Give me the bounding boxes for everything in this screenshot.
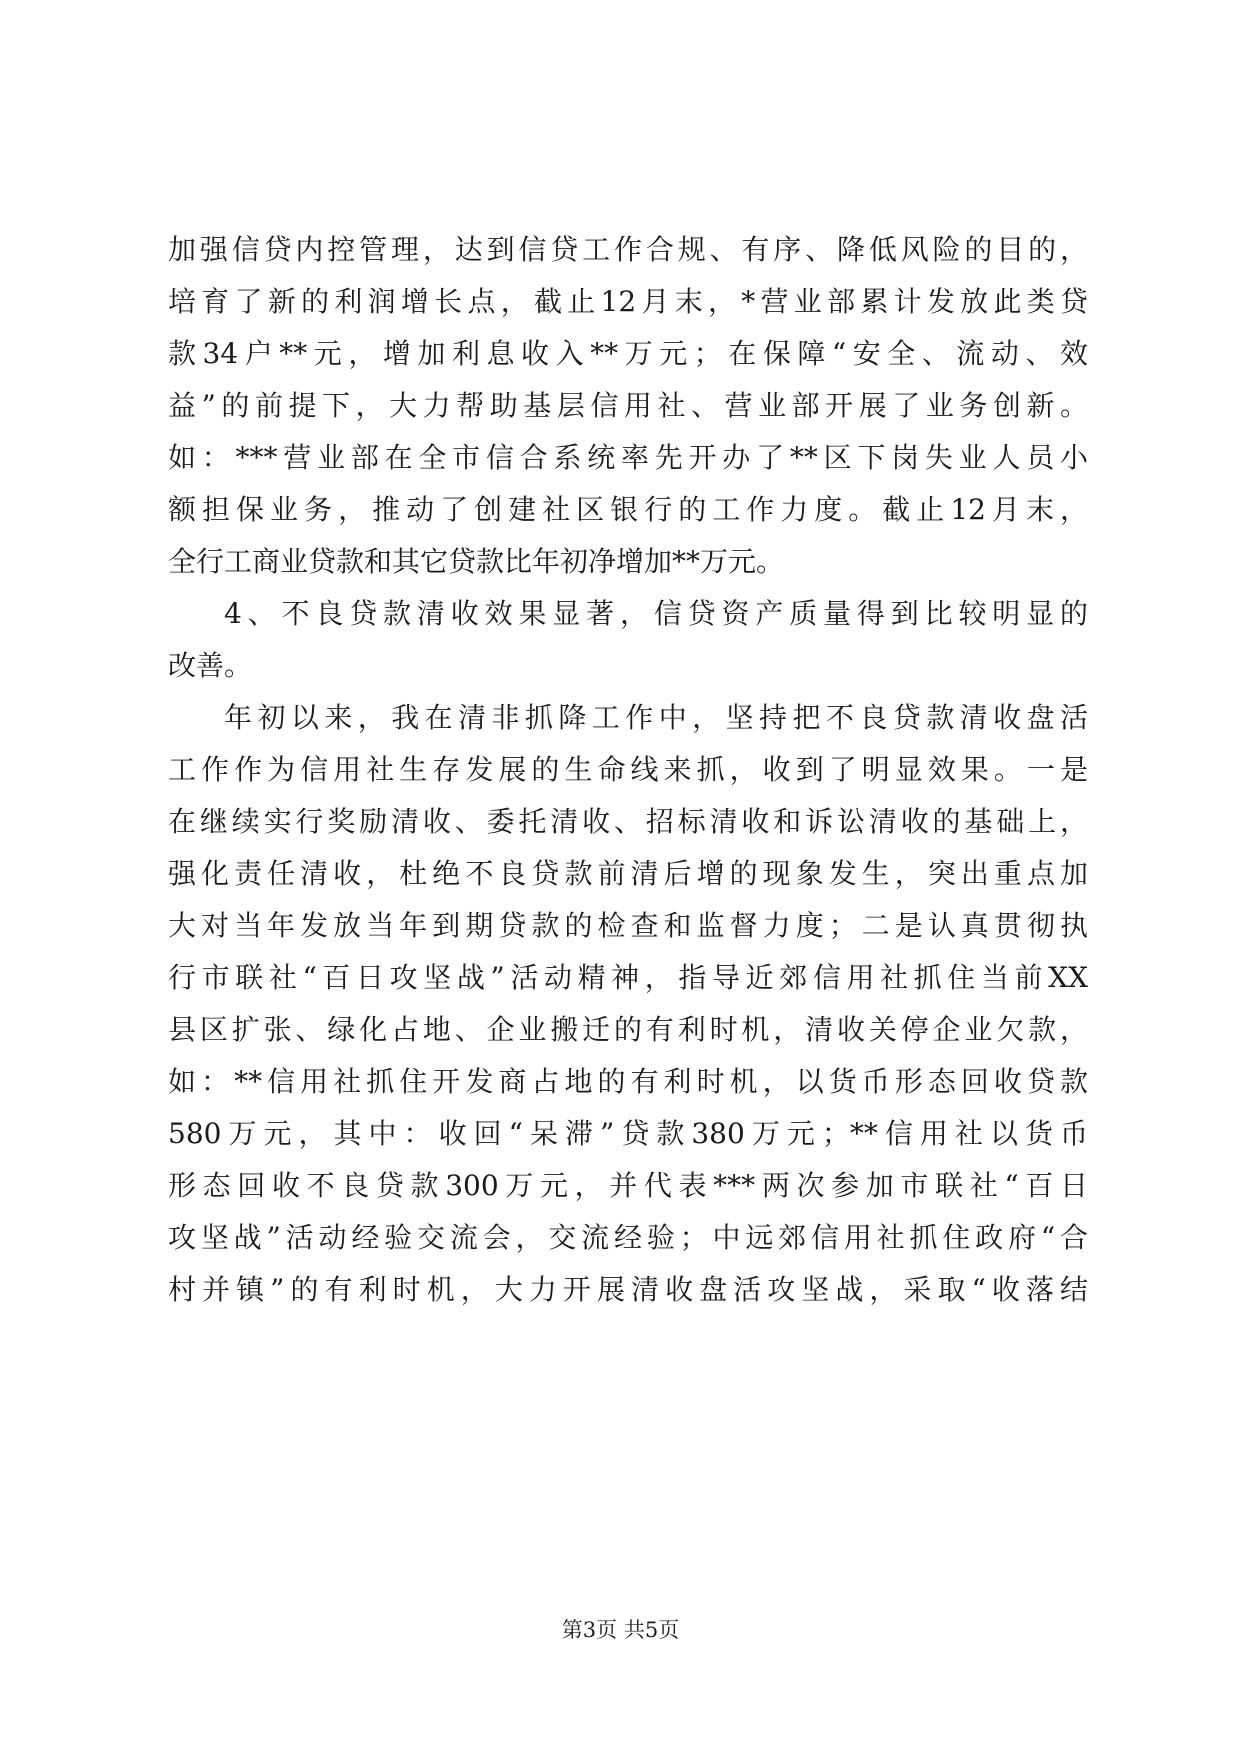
text-line: 益”的前提下，大力帮助基层信用社、营业部开展了业务创新。 xyxy=(168,389,1088,422)
text-line: 如：**信用社抓住开发商占地的有利时机，以货币形态回收贷款 xyxy=(168,1065,1088,1098)
text-line: 行市联社“百日攻坚战”活动精神，指导近郊信用社抓住当前XX xyxy=(168,961,1088,994)
section-heading-line: 改善。 xyxy=(168,649,253,682)
text-line: 县区扩张、绿化占地、企业搬迁的有利时机，清收关停企业欠款， xyxy=(168,1013,1088,1046)
text-line: 如：***营业部在全市信合系统率先开办了**区下岗失业人员小 xyxy=(168,441,1088,474)
text-line: 村并镇”的有利时机，大力开展清收盘活攻坚战，采取“收落结 xyxy=(168,1273,1088,1306)
text-line: 580万元，其中：收回“呆滞”贷款380万元；**信用社以货币 xyxy=(168,1117,1088,1150)
text-line: 年初以来，我在清非抓降工作中，坚持把不良贷款清收盘活 xyxy=(224,701,1088,734)
text-line: 额担保业务，推动了创建社区银行的工作力度。截止12月末， xyxy=(168,493,1088,526)
text-line: 形态回收不良贷款300万元，并代表***两次参加市联社“百日 xyxy=(168,1169,1088,1202)
text-line: 加强信贷内控管理，达到信贷工作合规、有序、降低风险的目的， xyxy=(168,233,1088,266)
text-line: 大对当年发放当年到期贷款的检查和监督力度；二是认真贯彻执 xyxy=(168,909,1088,942)
page-number-footer: 第3页 共5页 xyxy=(561,1618,680,1642)
text-line: 在继续实行奖励清收、委托清收、招标清收和诉讼清收的基础上， xyxy=(168,805,1088,838)
section-heading-line: 4、不良贷款清收效果显著，信贷资产质量得到比较明显的 xyxy=(224,597,1088,630)
text-line: 培育了新的利润增长点，截止12月末，*营业部累计发放此类贷 xyxy=(168,285,1088,318)
text-line: 工作作为信用社生存发展的生命线来抓，收到了明显效果。一是 xyxy=(168,753,1088,786)
text-line: 强化责任清收，杜绝不良贷款前清后增的现象发生，突出重点加 xyxy=(168,857,1088,890)
text-line: 款34户**元，增加利息收入**万元；在保障“安全、流动、效 xyxy=(168,337,1088,370)
text-line: 全行工商业贷款和其它贷款比年初净增加**万元。 xyxy=(168,545,785,578)
document-body xyxy=(168,224,1088,1316)
text-line: 攻坚战”活动经验交流会，交流经验；中远郊信用社抓住政府“合 xyxy=(168,1221,1088,1254)
